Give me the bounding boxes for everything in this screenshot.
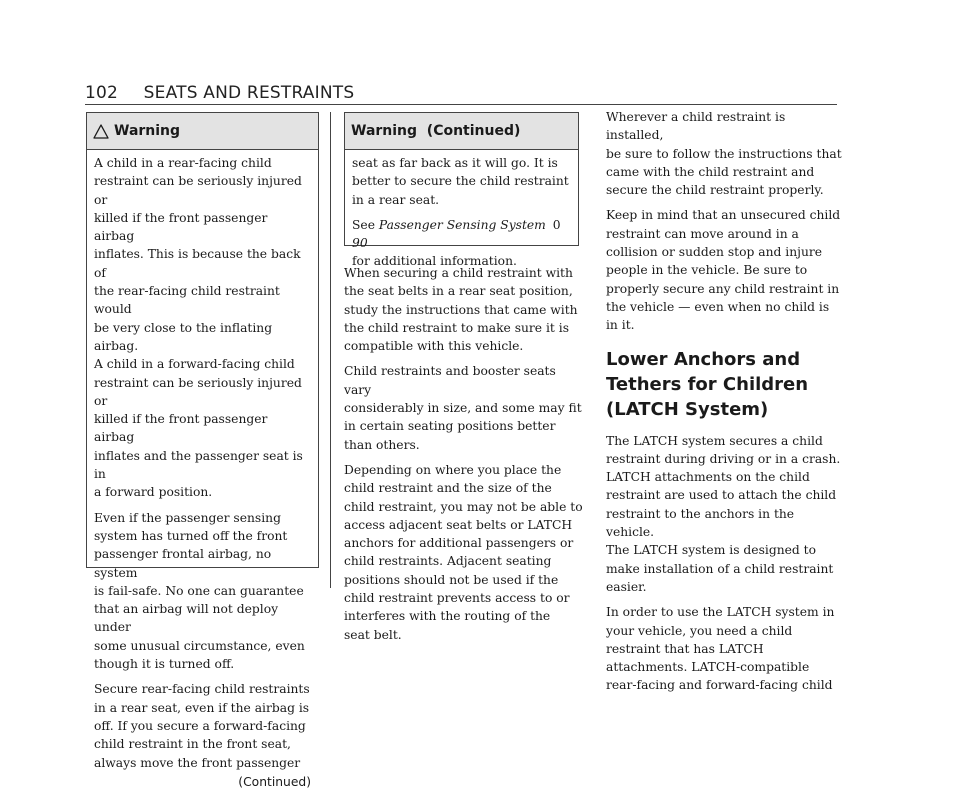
body-paragraph: When securing a child restraint with the seat belts in a rear seat position, study the instructions that came with the child restraint to make sure it is compatible with this vehicle. (344, 266, 578, 354)
body-paragraph: Depending on where you place the child restraint and the size of the child restraint, you may not be able to access adjacent seat belts or LATCH anchors for additional passengers or child restraints. Adjacent seating positions should not be used if the child restraint prevents access to or interferes with the routing of the seat belt. (344, 462, 583, 642)
warning-box (86, 112, 319, 789)
body-paragraph: The LATCH system secures a child restraint during driving or in a crash. LATCH attachments on the child restraint are used to attach the child restraint to the anchors in the vehicle. The LATCH system is designed to make installation of a child restraint easier. (606, 433, 841, 594)
xref-arrow-icon: 0 (552, 217, 561, 232)
warning-paragraph: A child in a rear-facing child restraint can be seriously injured or killed if the front passenger airbag inflates. This is because the back of the rear-facing child restraint would be very close to the inflating airbag. A child in a forward-facing child restraint can be seriously injured or killed if the front passenger airbag inflates and the passenger seat is in a forward position. (94, 156, 303, 500)
warning-paragraph: Secure rear-facing child restraints in a rear seat, even if the airbag is off. If you secure a forward-facing child restraint in the front seat, always move the front passenger (94, 682, 310, 770)
xref-link[interactable]: Passenger Sensing System (378, 217, 546, 232)
page-header (85, 83, 354, 103)
warning-body (87, 150, 318, 791)
body-paragraph: Keep in mind that an unsecured child restraint can move around in a collision or sudden stop and injure people in the vehicle. Be sure to properly secure any child restraint in the vehicle — even when no child is in it. (606, 208, 841, 333)
body-paragraph: Wherever a child restraint is installed, be sure to follow the instructions that came with the child restraint and secure the child restraint properly. (606, 110, 842, 198)
page-number: 102 (85, 83, 119, 103)
continued-label: (Continued) (238, 774, 311, 789)
xref-page[interactable]: 90 (352, 236, 368, 251)
warning-continued-body (345, 150, 578, 271)
warning-paragraph: Even if the passenger sensing system has turned off the front passenger frontal airbag, no system is fail-safe. No one can guarantee that an airbag will not deploy under some unusual circumstance, even though it is turned off. (94, 510, 305, 672)
header-rule (85, 104, 837, 105)
warning-paragraph: seat as far back as it will go. It is better to secure the child restraint in a rear seat. (352, 156, 569, 207)
warning-continued-title: Warning (Continued) (351, 123, 521, 139)
column-2-body (344, 264, 584, 651)
warning-xref-paragraph: See Passenger Sensing System 0 90 for additional information. (352, 217, 561, 269)
section-heading: Lower Anchors and Tethers for Children (LATCH System) (606, 348, 809, 420)
warning-icon (93, 124, 109, 139)
warning-continued-header (345, 113, 578, 150)
body-paragraph: Child restraints and booster seats vary considerably in size, and some may fit in certain seating positions better than others. (344, 364, 582, 452)
warning-continued-box (344, 112, 579, 269)
column-divider (330, 112, 331, 588)
section-title-header: SEATS AND RESTRAINTS (143, 83, 355, 103)
body-paragraph: In order to use the LATCH system in your vehicle, you need a child restraint that has LATCH attachments. LATCH-compatible rear-facing and forward-facing child (606, 605, 835, 693)
warning-title: Warning (114, 123, 181, 139)
column-3-body (606, 108, 846, 702)
warning-header (87, 113, 318, 150)
